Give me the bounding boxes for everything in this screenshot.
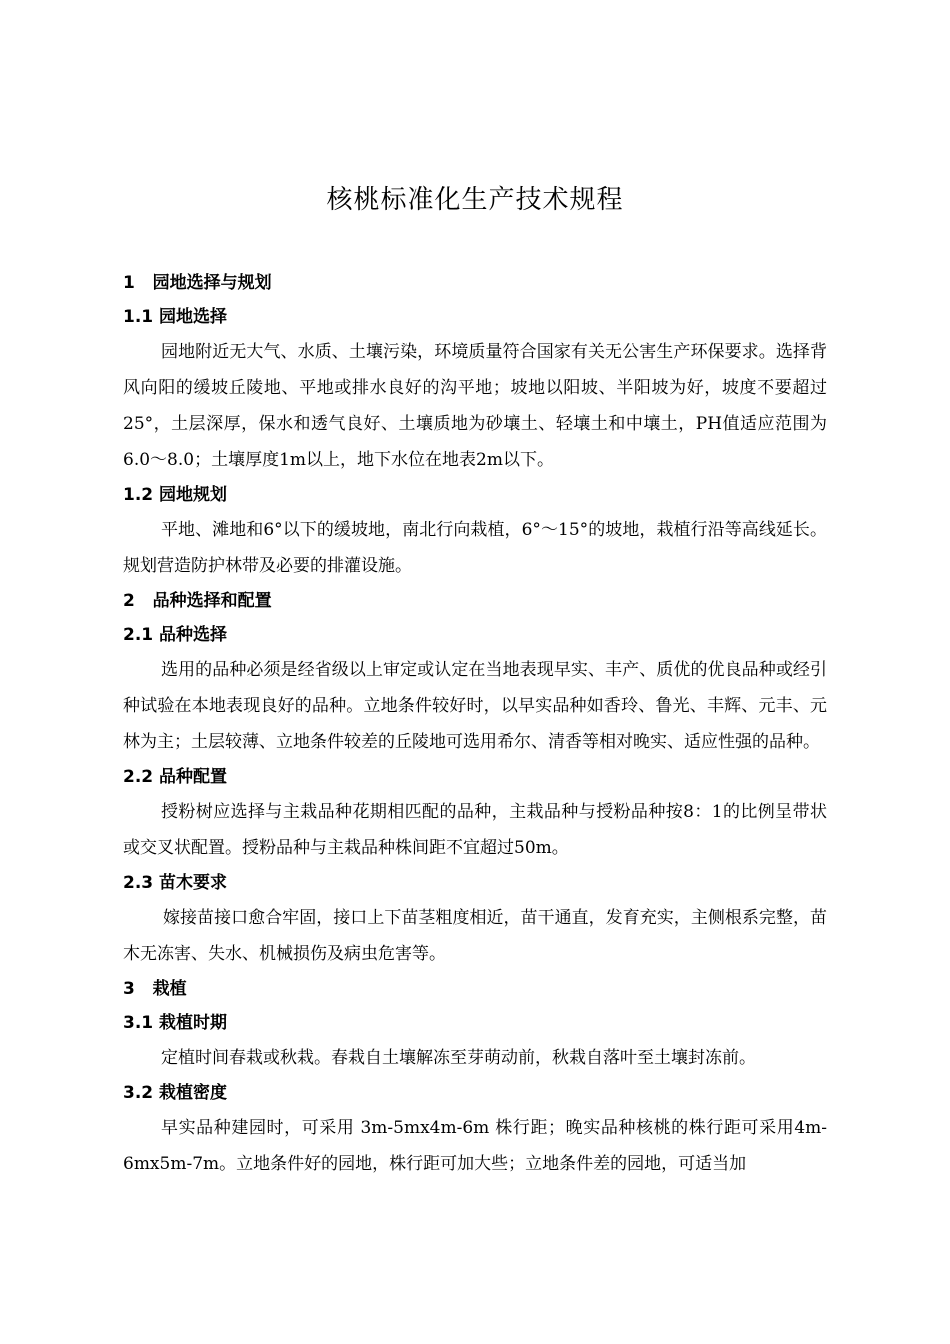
section-heading: 3 栽植 [123, 979, 187, 999]
section-heading: 1 园地选择与规划 [123, 273, 272, 293]
subsection-heading: 2.1 品种选择 [123, 625, 228, 645]
paragraph: 授粉树应选择与主栽品种花期相匹配的品种，主栽品种与授粉品种按8：1的比例呈带状或交叉状配置。授粉品种与主栽品种株间距不宜超过50m。 [123, 802, 827, 858]
paragraph: 早实品种建园时，可采用 3m-5mx4m-6m 株行距；晚实品种核桃的株行距可采用4m-6mx5m-7m。立地条件好的园地，株行距可加大些；立地条件差的园地，可适当加 [123, 1118, 827, 1174]
subsection-heading: 3.2 栽植密度 [123, 1083, 228, 1103]
subsection-heading: 1.2 园地规划 [123, 485, 228, 505]
subsection-heading: 1.1 园地选择 [123, 307, 228, 327]
paragraph: 定植时间春栽或秋栽。春栽自土壤解冻至芽萌动前，秋栽自落叶至土壤封冻前。 [161, 1048, 756, 1068]
subsection-heading: 3.1 栽植时期 [123, 1013, 228, 1033]
paragraph: 嫁接苗接口愈合牢固，接口上下苗茎粗度相近，苗干通直，发育充实，主侧根系完整，苗木无冻害、失水、机械损伤及病虫危害等。 [123, 908, 827, 964]
subsection-heading: 2.2 品种配置 [123, 767, 228, 787]
subsection-heading: 2.3 苗木要求 [123, 873, 228, 893]
document-title: 核桃标准化生产技术规程 [326, 185, 624, 215]
paragraph: 园地附近无大气、水质、土壤污染，环境质量符合国家有关无公害生产环保要求。选择背风向阳的缓坡丘陵地、平地或排水良好的沟平地；坡地以阳坡、半阳坡为好，坡度不要超过25°，土层深厚，保水和透气良好、土壤质地为砂壤土、轻壤土和中壤土，PH值适应范围为6.0～8.0；土壤厚度1m以上，地下水位在地表2m以下。 [123, 342, 827, 470]
document-body [123, 266, 827, 1182]
paragraph: 选用的品种必须是经省级以上审定或认定在当地表现早实、丰产、质优的优良品种或经引种试验在本地表现良好的品种。立地条件较好时，以早实品种如香玲、鲁光、丰辉、元丰、元林为主；土层较薄、立地条件较差的丘陵地可选用希尔、清香等相对晚实、适应性强的品种。 [123, 660, 827, 752]
section-heading: 2 品种选择和配置 [123, 591, 272, 611]
paragraph: 平地、滩地和6°以下的缓坡地，南北行向栽植，6°～15°的坡地，栽植行沿等高线延长。规划营造防护林带及必要的排灌设施。 [123, 520, 827, 576]
